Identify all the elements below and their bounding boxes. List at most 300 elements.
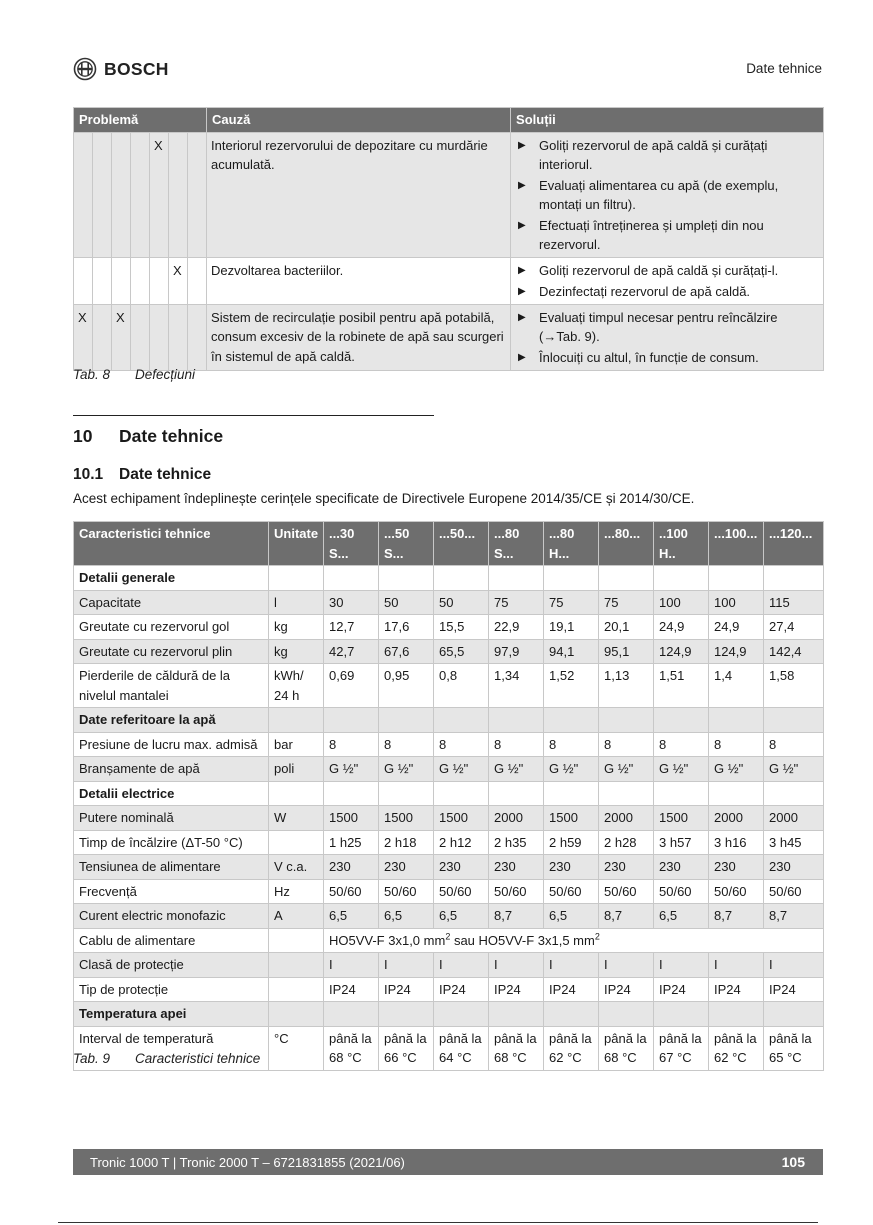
spec-unit: W [269,806,324,831]
spec-value: I [324,953,379,978]
empty-cell [544,1002,599,1027]
spec-value: 8,7 [764,904,824,929]
spec-value: 94,1 [544,639,599,664]
technical-specs-table [73,521,824,1071]
spec-value: 100 [709,590,764,615]
caption-text: Defecțiuni [135,367,196,382]
empty-cell [709,1002,764,1027]
empty-cell [599,708,654,733]
empty-cell [544,566,599,591]
problem-mark: X [112,304,131,370]
spec-value: 8 [434,732,489,757]
spec-unit: bar [269,732,324,757]
spec-value: 124,9 [709,639,764,664]
spec-value: 19,1 [544,615,599,640]
empty-cell [269,566,324,591]
spec-unit: poli [269,757,324,782]
spec-value: 50/60 [544,879,599,904]
spec-row [74,953,824,978]
spec-value: 75 [489,590,544,615]
empty-cell [269,708,324,733]
spec-value: 8 [709,732,764,757]
solution-item: ▶ Evaluați alimentarea cu apă (de exemplu, montați un filtru). [515,176,819,214]
spec-unit [269,830,324,855]
header-model: ...50... [434,522,489,566]
spec-value: până la 62 °C [544,1026,599,1070]
footer-document-info: Tronic 1000 T | Tronic 2000 T – 6721831855 (2021/06) [90,1154,405,1170]
empty-cell [269,1002,324,1027]
problem-mark [188,257,207,304]
spec-value: I [544,953,599,978]
empty-cell [489,708,544,733]
spec-unit [269,953,324,978]
problem-mark [131,132,150,257]
spec-value: 6,5 [434,904,489,929]
chapter-title: Date tehnice [119,426,224,446]
problem-mark [131,257,150,304]
header-model: ...50 S... [379,522,434,566]
spec-value: 1,34 [489,664,544,708]
spec-value: 230 [599,855,654,880]
spec-name: Greutate cu rezervorul plin [74,639,269,664]
solution-item: ▶ Goliți rezervorul de apă caldă și curățați interiorul. [515,136,819,174]
spec-value: I [489,953,544,978]
problem-mark [112,132,131,257]
spec-value: 50 [379,590,434,615]
empty-cell [269,781,324,806]
empty-cell [489,1002,544,1027]
spec-row [74,590,824,615]
spec-value: 8 [654,732,709,757]
empty-cell [434,781,489,806]
caption-number: Tab. 9 [73,1051,111,1066]
empty-cell [379,566,434,591]
spec-value: 1,52 [544,664,599,708]
spec-value: 50 [434,590,489,615]
spec-value: G ½" [654,757,709,782]
intro-paragraph: Acest echipament îndeplinește cerințele specificate de Directivele Europene 2014/35/CE și 2014/30/CE. [73,491,695,506]
spec-value: 230 [654,855,709,880]
spec-unit: kg [269,615,324,640]
empty-cell [599,1002,654,1027]
spec-value: 1,13 [599,664,654,708]
problem-mark [131,304,150,370]
empty-cell [709,708,764,733]
bosch-armature-icon [73,57,97,81]
spec-name: Putere nominală [74,806,269,831]
empty-cell [599,781,654,806]
spec-value: 1,4 [709,664,764,708]
spec-value: 6,5 [544,904,599,929]
spec-value: 1500 [324,806,379,831]
table-9-caption [73,1051,260,1066]
spec-group-title: Detalii electrice [74,781,269,806]
spec-name: Presiune de lucru max. admisă [74,732,269,757]
spec-value: 2 h18 [379,830,434,855]
spec-value: G ½" [434,757,489,782]
specs-body [74,566,824,1071]
table-8-caption [73,367,195,382]
spec-row [74,977,824,1002]
spec-value: 17,6 [379,615,434,640]
spec-value: G ½" [544,757,599,782]
page-number: 105 [781,1154,805,1170]
header-problem: Problemă [74,108,207,133]
spec-value: 230 [544,855,599,880]
spec-row [74,928,824,953]
spec-group-row [74,708,824,733]
spec-value: I [379,953,434,978]
empty-cell [654,566,709,591]
spec-value: G ½" [379,757,434,782]
spec-value: 6,5 [324,904,379,929]
solution-item: ▶ Evaluați timpul necesar pentru reîncălzire (→Tab. 9). [515,308,819,346]
header-model: ...100... [709,522,764,566]
spec-value: 12,7 [324,615,379,640]
spec-value: 6,5 [379,904,434,929]
spec-value: 230 [379,855,434,880]
spec-value: 20,1 [599,615,654,640]
spec-value: 1500 [544,806,599,831]
spec-value: G ½" [709,757,764,782]
subsection-number: 10.1 [73,466,104,483]
spec-value: 8 [489,732,544,757]
spec-value: IP24 [709,977,764,1002]
spec-value: 1,51 [654,664,709,708]
spec-value: 3 h16 [709,830,764,855]
spec-value: 50/60 [324,879,379,904]
spec-value: IP24 [654,977,709,1002]
spec-value: G ½" [764,757,824,782]
spec-row [74,855,824,880]
header-model: ...30 S... [324,522,379,566]
spec-value: 24,9 [709,615,764,640]
solution-item: ▶ Efectuați întreținerea și umpleți din nou rezervorul. [515,216,819,254]
header-cause: Cauză [207,108,511,133]
spec-value: 65,5 [434,639,489,664]
spec-value: 2 h28 [599,830,654,855]
spec-value: până la 66 °C [379,1026,434,1070]
empty-cell [654,781,709,806]
spec-value: G ½" [599,757,654,782]
spec-name: Interval de temperatură [74,1026,269,1070]
problem-mark [112,257,131,304]
spec-value: 1500 [654,806,709,831]
header-unit: Unitate [269,522,324,566]
spec-row [74,757,824,782]
spec-value: 1,58 [764,664,824,708]
spec-row [74,879,824,904]
empty-cell [324,566,379,591]
spec-value: 8 [324,732,379,757]
spec-value: 142,4 [764,639,824,664]
problem-mark [169,132,188,257]
header-section-title: Date tehnice [746,61,822,76]
spec-row [74,615,824,640]
chapter-heading [73,426,223,447]
empty-cell [324,781,379,806]
trouble-row [74,257,824,304]
problem-mark [150,304,169,370]
spec-value: I [709,953,764,978]
spec-value: până la 67 °C [654,1026,709,1070]
spec-value: 230 [489,855,544,880]
empty-cell [379,1002,434,1027]
spec-value: 8,7 [599,904,654,929]
spec-value: 0,8 [434,664,489,708]
spec-value: 50/60 [654,879,709,904]
spec-name: Branșamente de apă [74,757,269,782]
cable-spec-a: HO5VV-F 3x1,0 mm [329,932,446,948]
spec-group-title: Date referitoare la apă [74,708,269,733]
spec-value: 2 h59 [544,830,599,855]
spec-value: 50/60 [489,879,544,904]
spec-value: 50/60 [599,879,654,904]
spec-value: 100 [654,590,709,615]
spec-unit: °C [269,1026,324,1070]
subsection-heading [73,466,211,484]
trouble-header-row [74,108,824,133]
spec-unit: kg [269,639,324,664]
empty-cell [709,781,764,806]
problem-mark: X [150,132,169,257]
spec-group-row [74,1002,824,1027]
trouble-row [74,304,824,370]
spec-value: IP24 [324,977,379,1002]
header-model: ...80 H... [544,522,599,566]
header-solutions: Soluții [511,108,824,133]
spec-value: I [764,953,824,978]
spec-group-title: Temperatura apei [74,1002,269,1027]
spec-value: IP24 [379,977,434,1002]
spec-value: 3 h45 [764,830,824,855]
spec-value: până la 68 °C [324,1026,379,1070]
spec-name: Cablu de alimentare [74,928,269,953]
spec-value: I [654,953,709,978]
spec-unit: V c.a. [269,855,324,880]
bosch-logo [73,56,169,82]
spec-row [74,664,824,708]
problem-mark [93,304,112,370]
spec-value: 42,7 [324,639,379,664]
spec-value: IP24 [764,977,824,1002]
spec-name: Tensiunea de alimentare [74,855,269,880]
problem-mark [188,304,207,370]
spec-value: I [434,953,489,978]
spec-name: Pierderile de căldură de la nivelul mantalei [74,664,269,708]
empty-cell [544,708,599,733]
spec-value: 8 [764,732,824,757]
spec-value: 230 [434,855,489,880]
chapter-number: 10 [73,426,93,446]
spec-value: 8 [599,732,654,757]
problem-mark: X [74,304,93,370]
problem-mark [74,132,93,257]
problem-mark [93,257,112,304]
spec-row [74,639,824,664]
spec-value: până la 64 °C [434,1026,489,1070]
spec-value: 2 h35 [489,830,544,855]
solutions-cell [511,257,824,304]
cause-cell: Interiorul rezervorului de depozitare cu murdărie acumulată. [207,132,511,257]
spec-value: până la 68 °C [599,1026,654,1070]
spec-value: 24,9 [654,615,709,640]
spec-value: 230 [709,855,764,880]
spec-unit: Hz [269,879,324,904]
spec-value: 22,9 [489,615,544,640]
spec-value: G ½" [489,757,544,782]
spec-row [74,732,824,757]
empty-cell [379,781,434,806]
spec-value: G ½" [324,757,379,782]
spec-group-row [74,566,824,591]
spec-value: 0,95 [379,664,434,708]
empty-cell [489,781,544,806]
spec-value: 8 [544,732,599,757]
solutions-cell [511,304,824,370]
cable-spec-b: sau HO5VV-F 3x1,5 mm [450,932,595,948]
empty-cell [434,1002,489,1027]
spec-name: Timp de încălzire (ΔT-50 °C) [74,830,269,855]
problem-mark [74,257,93,304]
troubleshooting-table [73,107,824,371]
header-model: ...80 S... [489,522,544,566]
spec-name: Tip de protecție [74,977,269,1002]
spec-value: 230 [324,855,379,880]
spec-value: 0,69 [324,664,379,708]
solution-item: ▶ Goliți rezervorul de apă caldă și curățați-l. [515,261,819,280]
empty-cell [764,708,824,733]
empty-cell [654,708,709,733]
section-divider [73,415,434,416]
spec-value: 30 [324,590,379,615]
empty-cell [324,708,379,733]
spec-name: Clasă de protecție [74,953,269,978]
cable-spec-b-sup: 2 [594,931,600,942]
empty-cell [324,1002,379,1027]
spec-unit [269,977,324,1002]
problem-mark [188,132,207,257]
spec-value: 75 [599,590,654,615]
bottom-rule [58,1222,818,1223]
empty-cell [434,708,489,733]
spec-name: Curent electric monofazic [74,904,269,929]
problem-mark [93,132,112,257]
spec-value: 8,7 [709,904,764,929]
empty-cell [654,1002,709,1027]
spec-value: 2000 [709,806,764,831]
problem-mark: X [169,257,188,304]
spec-value: 8,7 [489,904,544,929]
spec-group-title: Detalii generale [74,566,269,591]
empty-cell [379,708,434,733]
spec-value: până la 65 °C [764,1026,824,1070]
spec-value: IP24 [434,977,489,1002]
spec-value: 8 [379,732,434,757]
spec-value: 75 [544,590,599,615]
empty-cell [599,566,654,591]
spec-value: 50/60 [764,879,824,904]
spec-value: până la 62 °C [709,1026,764,1070]
empty-cell [764,566,824,591]
solution-item: ▶ Dezinfectați rezervorul de apă caldă. [515,282,819,301]
problem-mark [150,257,169,304]
spec-value: 50/60 [379,879,434,904]
spec-value: IP24 [544,977,599,1002]
spec-row [74,806,824,831]
spec-value: 50/60 [709,879,764,904]
spec-value: 230 [764,855,824,880]
header-model: ...120... [764,522,824,566]
spec-row [74,904,824,929]
spec-value: 1500 [434,806,489,831]
spec-name: Greutate cu rezervorul gol [74,615,269,640]
empty-cell [489,566,544,591]
solution-item: ▶ Înlocuiți cu altul, în funcție de consum. [515,348,819,367]
spec-value: 1500 [379,806,434,831]
spec-unit [269,928,324,953]
spec-value: 124,9 [654,639,709,664]
caption-text: Caracteristici tehnice [135,1051,261,1066]
empty-cell [709,566,764,591]
caption-number: Tab. 8 [73,367,111,382]
spec-group-row [74,781,824,806]
spec-value: 6,5 [654,904,709,929]
spec-value: 97,9 [489,639,544,664]
empty-cell [434,566,489,591]
spec-value: 50/60 [434,879,489,904]
spec-value-span [324,928,824,953]
spec-unit: A [269,904,324,929]
page-footer [73,1149,823,1175]
spec-unit: l [269,590,324,615]
spec-value: 2 h12 [434,830,489,855]
spec-value: 95,1 [599,639,654,664]
spec-value: 27,4 [764,615,824,640]
cause-cell: Dezvoltarea bacteriilor. [207,257,511,304]
spec-value: IP24 [599,977,654,1002]
subsection-title: Date tehnice [119,466,212,483]
spec-row [74,830,824,855]
spec-value: 2000 [489,806,544,831]
spec-value: 15,5 [434,615,489,640]
spec-value: IP24 [489,977,544,1002]
spec-value: I [599,953,654,978]
spec-value: 3 h57 [654,830,709,855]
cause-cell: Sistem de recirculație posibil pentru apă potabilă, consum excesiv de la robinete de apă sau scurgeri în sistemul de apă caldă. [207,304,511,370]
empty-cell [544,781,599,806]
specs-header-row [74,522,824,566]
spec-value: 67,6 [379,639,434,664]
header-model: ...80... [599,522,654,566]
trouble-row [74,132,824,257]
spec-unit: kWh/ 24 h [269,664,324,708]
cable-spec-a-sup: 2 [445,931,451,942]
spec-value: 2000 [764,806,824,831]
spec-value: 115 [764,590,824,615]
header-characteristics: Caracteristici tehnice [74,522,269,566]
solutions-cell [511,132,824,257]
problem-mark [169,304,188,370]
spec-value: 1 h25 [324,830,379,855]
brand-name: BOSCH [104,58,169,79]
spec-name: Frecvență [74,879,269,904]
spec-value: 2000 [599,806,654,831]
spec-name: Capacitate [74,590,269,615]
spec-value: până la 68 °C [489,1026,544,1070]
header-model: ..100 H.. [654,522,709,566]
empty-cell [764,781,824,806]
